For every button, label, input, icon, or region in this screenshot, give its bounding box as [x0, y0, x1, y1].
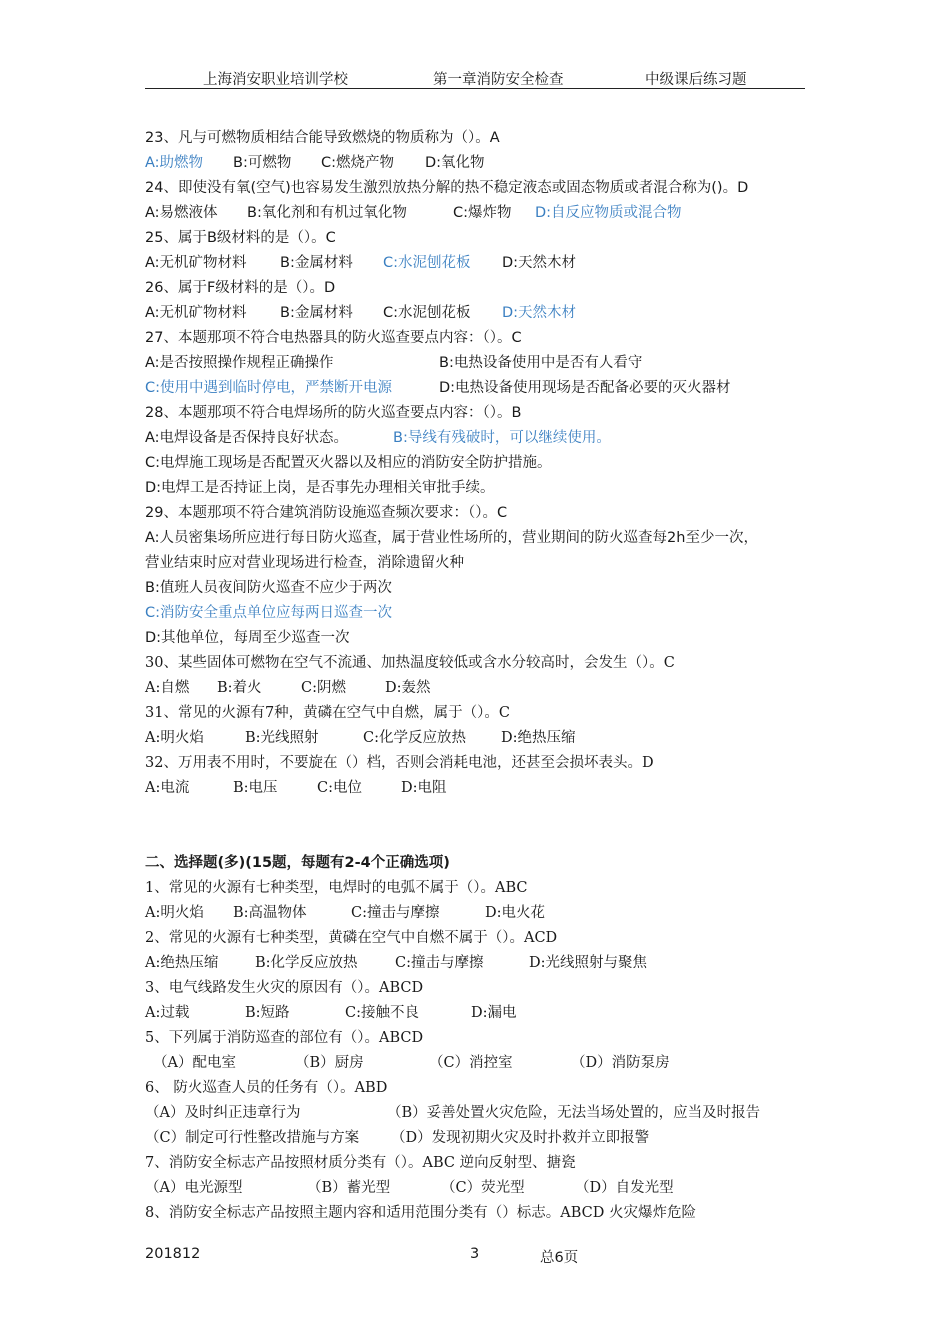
text-line: [145, 1076, 810, 1101]
question-text: C:消防安全重点单位应每两日巡查一次: [145, 605, 393, 621]
option-text: B:短路: [245, 1005, 290, 1021]
question-text: 32、万用表不用时，不要旋在（）档，否则会消耗电池，还甚至会损坏表头。D: [145, 755, 654, 771]
text-line: [145, 501, 810, 526]
text-line: [145, 151, 810, 176]
text-line: [145, 276, 810, 301]
option-text: C:撞击与摩擦: [351, 905, 440, 921]
option-text: D:绝热压缩: [501, 730, 576, 746]
option-text: C:电位: [317, 780, 362, 796]
text-line: [145, 126, 810, 151]
option-text: D:电阻: [401, 780, 447, 796]
question-text: D:电焊工是否持证上岗，是否事先办理相关审批手续。: [145, 480, 495, 496]
option-text: C:接触不良: [345, 1005, 419, 1021]
option-text: （A）配电室: [153, 1055, 236, 1071]
text-line: [145, 851, 810, 876]
option-text: B:光线照射: [245, 730, 319, 746]
option-text: C:阴燃: [301, 680, 346, 696]
question-text: 26、属于F级材料的是（）。D: [145, 280, 336, 296]
option-text: C:爆炸物: [453, 205, 512, 221]
question-text: 7、消防安全标志产品按照材质分类有（）。ABC 逆向反射型、搪瓷: [145, 1155, 576, 1171]
option-text: D:轰然: [385, 680, 431, 696]
text-line: [145, 701, 810, 726]
question-text: 6、 防火巡查人员的任务有（）。ABD: [145, 1080, 388, 1096]
option-text: （C）制定可行性整改措施与方案: [145, 1130, 360, 1146]
text-line: [145, 251, 810, 276]
text-line: [145, 451, 810, 476]
text-line: [145, 1051, 810, 1076]
option-text: B:高温物体: [233, 905, 307, 921]
option-text: A:绝热压缩: [145, 955, 219, 971]
text-line: [145, 576, 810, 601]
text-line: [145, 351, 810, 376]
option-text: A:过载: [145, 1005, 190, 1021]
option-text: B:氧化剂和有机过氧化物: [247, 205, 407, 221]
text-line: [145, 1101, 810, 1126]
question-text: 23、凡与可燃物质相结合能导致燃烧的物质称为（）。A: [145, 130, 500, 146]
option-text: D:氧化物: [425, 155, 485, 171]
option-text: （C）消控室: [429, 1055, 513, 1071]
text-line: [145, 176, 810, 201]
option-text: A:是否按照操作规程正确操作: [145, 355, 334, 371]
footer-date: 201812: [145, 1246, 201, 1262]
text-line: [145, 301, 810, 326]
text-line: [145, 776, 810, 801]
text-line: [145, 551, 810, 576]
header-school: 上海消安职业培训学校: [203, 72, 348, 88]
option-text: D:天然木材: [502, 255, 577, 271]
text-line: [145, 601, 810, 626]
text-line: [145, 726, 810, 751]
option-text: （A）电光源型: [145, 1180, 243, 1196]
option-text: A:电流: [145, 780, 190, 796]
text-line: [145, 1001, 810, 1026]
option-text: （D）消防泵房: [571, 1055, 670, 1071]
option-text: B:电压: [233, 780, 278, 796]
option-text: B:着火: [217, 680, 262, 696]
text-line: [145, 651, 810, 676]
question-text: D:其他单位，每周至少巡查一次: [145, 630, 350, 646]
question-text: 30、某些固体可燃物在空气不流通、加热温度较低或含水分较高时，会发生（）。C: [145, 655, 675, 671]
option-text: A:助燃物: [145, 155, 204, 171]
option-text: D:光线照射与聚焦: [529, 955, 648, 971]
text-line: [145, 1026, 810, 1051]
option-text: C:燃烧产物: [321, 155, 395, 171]
option-text: （B）蓄光型: [307, 1180, 391, 1196]
header-level: 中级课后练习题: [645, 72, 747, 88]
question-text: A:人员密集场所应进行每日防火巡查，属于营业性场所的，营业期间的防火巡查每2h至少一次，: [145, 530, 758, 546]
text-line: [145, 201, 810, 226]
text-line: [145, 401, 810, 426]
option-text: B:金属材料: [280, 305, 353, 321]
question-text: 24、即使没有氧(空气)也容易发生激烈放热分解的热不稳定液态或固态物质或者混合称为()。D: [145, 180, 749, 196]
option-text: C:化学反应放热: [363, 730, 466, 746]
option-text: B:金属材料: [280, 255, 353, 271]
question-text: 27、本题那项不符合电热器具的防火巡查要点内容：（）。C: [145, 330, 522, 346]
option-text: A:易燃液体: [145, 205, 218, 221]
option-text: A:自燃: [145, 680, 190, 696]
option-text: C:撞击与摩擦: [395, 955, 484, 971]
text-line: [145, 1201, 810, 1226]
question-text: 29、本题那项不符合建筑消防设施巡查频次要求：（）。C: [145, 505, 508, 521]
text-line: [145, 1151, 810, 1176]
question-text: 1、常见的火源有七种类型，电焊时的电弧不属于（）。ABC: [145, 880, 528, 896]
option-text: A:无机矿物材料: [145, 255, 247, 271]
question-text: C:电焊施工现场是否配置灭火器以及相应的消防安全防护措施。: [145, 455, 552, 471]
question-text: 31、常见的火源有7种，黄磷在空气中自燃，属于（）。C: [145, 705, 511, 721]
option-text: （B）妥善处置火灾危险，无法当场处置的，应当及时报告: [387, 1105, 761, 1121]
option-text: D:自反应物质或混合物: [535, 205, 682, 221]
text-line: [145, 476, 810, 501]
text-line: [145, 751, 810, 776]
text-line: [145, 901, 810, 926]
option-text: C:水泥刨花板: [383, 255, 471, 271]
question-text: B:值班人员夜间防火巡查不应少于两次: [145, 580, 392, 596]
text-line: [145, 676, 810, 701]
question-text: 2、常见的火源有七种类型，黄磷在空气中自燃不属于（）。ACD: [145, 930, 558, 946]
text-line: [145, 876, 810, 901]
text-line: [145, 226, 810, 251]
section-spacer: [145, 801, 810, 851]
text-line: [145, 626, 810, 651]
text-line: [145, 926, 810, 951]
option-text: A:明火焰: [145, 905, 204, 921]
option-text: （C）荧光型: [441, 1180, 525, 1196]
footer-page-number: 3: [470, 1246, 480, 1262]
option-text: （B）厨房: [295, 1055, 364, 1071]
option-text: B:可燃物: [233, 155, 292, 171]
question-text: 8、消防安全标志产品按照主题内容和适用范围分类有（）标志。ABCD 火灾爆炸危险: [145, 1205, 696, 1221]
option-text: A:明火焰: [145, 730, 204, 746]
question-text: 25、属于B级材料的是（）。C: [145, 230, 336, 246]
option-text: （D）自发光型: [575, 1180, 674, 1196]
text-line: [145, 951, 810, 976]
option-text: D:漏电: [471, 1005, 517, 1021]
option-text: B:化学反应放热: [255, 955, 358, 971]
option-text: A:无机矿物材料: [145, 305, 247, 321]
option-text: （D）发现初期火灾及时扑救并立即报警: [391, 1130, 650, 1146]
question-text: 营业结束时应对营业现场进行检查，消除遗留火种: [145, 555, 464, 571]
page-header: [145, 66, 805, 89]
option-text: D:天然木材: [502, 305, 577, 321]
footer-total-pages: 总6页: [540, 1250, 579, 1266]
question-text: 3、电气线路发生火灾的原因有（）。ABCD: [145, 980, 424, 996]
text-line: [145, 1126, 810, 1151]
option-text: C:使用中遇到临时停电，严禁断开电源: [145, 380, 393, 396]
option-text: A:电焊设备是否保持良好状态。: [145, 430, 349, 446]
header-chapter: 第一章消防安全检查: [433, 72, 564, 88]
option-text: D:电热设备使用现场是否配备必要的灭火器材: [439, 380, 731, 396]
question-list: [145, 126, 810, 1226]
text-line: [145, 376, 810, 401]
option-text: B:导线有残破时，可以继续使用。: [393, 430, 611, 446]
question-text: 28、本题那项不符合电焊场所的防火巡查要点内容：（）。B: [145, 405, 522, 421]
text-line: [145, 976, 810, 1001]
option-text: B:电热设备使用中是否有人看守: [439, 355, 643, 371]
text-line: [145, 426, 810, 451]
text-line: [145, 1176, 810, 1201]
question-text: 二、选择题(多)(15题，每题有2-4个正确选项): [145, 855, 450, 871]
question-text: 5、下列属于消防巡查的部位有（）。ABCD: [145, 1030, 424, 1046]
option-text: C:水泥刨花板: [383, 305, 471, 321]
option-text: （A）及时纠正违章行为: [145, 1105, 301, 1121]
text-line: [145, 326, 810, 351]
option-text: D:电火花: [485, 905, 546, 921]
text-line: [145, 526, 810, 551]
